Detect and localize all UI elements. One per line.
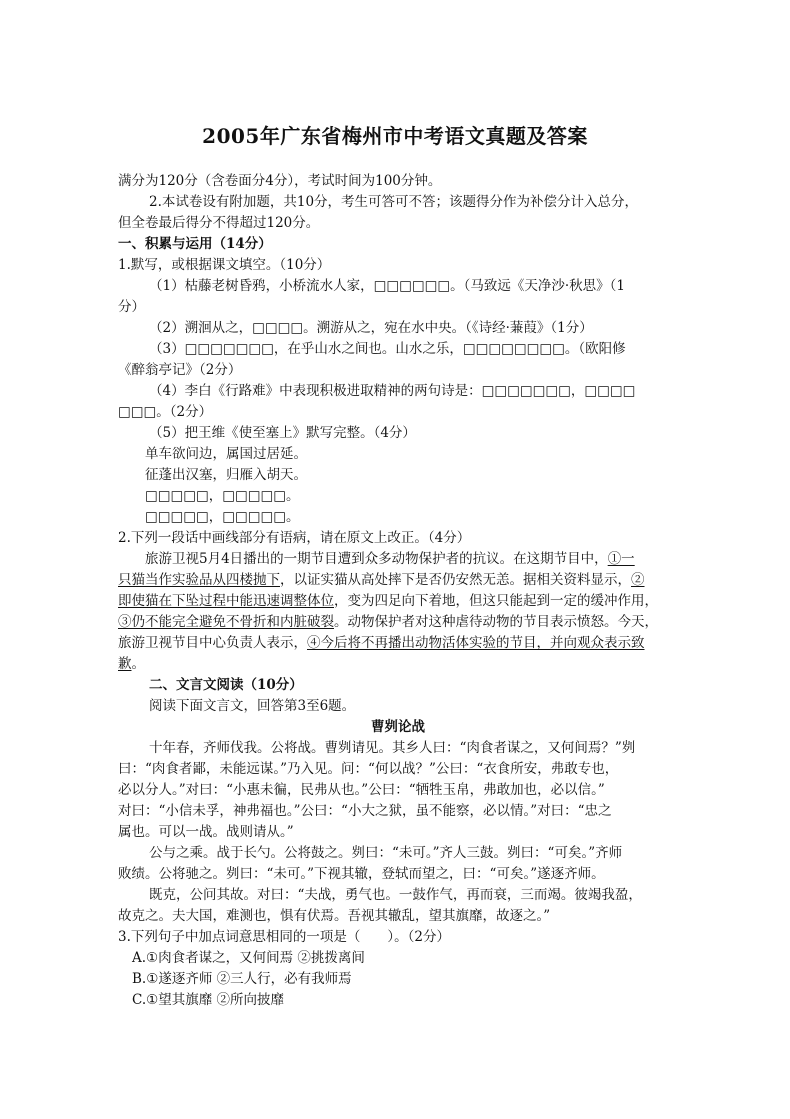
text-line: 2.本试卷设有附加题，共10分，考生可答可不答；该题得分作为补偿分计入总分，	[149, 194, 639, 210]
paragraph-line	[118, 612, 678, 633]
poem-line: 征蓬出汉塞，归雁入胡天。	[145, 467, 307, 483]
underlined-text: ①一	[607, 551, 635, 567]
paragraph-line	[118, 549, 678, 570]
text-line: （5）把王维《使至塞上》默写完整。（4分）	[149, 425, 416, 441]
passage-line: 公与之乘。战于长勺。公将鼓之。刿曰：“未可。”齐人三鼓。刿曰：“可矣。”齐师	[149, 845, 623, 861]
page-title: 2005年广东省梅州市中考语文真题及答案	[202, 124, 588, 148]
passage-line: 败绩。公将驰之。刿曰：“未可。”下视其辙，登轼而望之，曰：“可矣。”遂逐齐师。	[118, 866, 605, 882]
passage-line: 十年春，齐师伐我。公将战。曹刿请见。其乡人曰：“肉食者谋之，又何间焉？”刿	[149, 740, 636, 756]
underlined-text: 即使猫在下坠过程中能迅速调整体位	[118, 593, 334, 609]
passage-line: 故克之。夫大国，难测也，惧有伏焉。吾视其辙乱，望其旗靡，故逐之。”	[118, 908, 551, 924]
plain-text: 。	[131, 656, 145, 672]
plain-text: 旅游卫视节目中心负责人表示，	[118, 635, 307, 651]
text-line: （3）□□□□□□□，在乎山水之间也。山水之乐，□□□□□□□□。（欧阳修	[149, 341, 626, 357]
text-line: □□□。（2分）	[118, 404, 213, 420]
option-c: C.①望其旗靡 ②所向披靡	[132, 992, 285, 1008]
paragraph-line	[118, 591, 678, 612]
underlined-text: ③仍不能完全避免不骨折和内脏破裂	[118, 614, 334, 630]
poem-line: 单车欲问边，属国过居延。	[145, 446, 307, 462]
option-b: B.①遂逐齐师 ②三人行，必有我师焉	[132, 971, 352, 987]
text-line: （2）溯洄从之，□□□□。溯游从之，宛在水中央。（《诗经·蒹葭》（1分）	[149, 320, 593, 336]
text-line: （1）枯藤老树昏鸦，小桥流水人家，□□□□□□。（马致远《天净沙·秋思》（1	[149, 278, 625, 294]
document-body	[118, 171, 678, 1011]
text-line: 分）	[118, 299, 145, 315]
underlined-text: 只猫当作实验品从四楼抛下	[118, 572, 280, 588]
question-line: 2.下列一段话中画线部分有语病，请在原文上改正。（4分）	[118, 530, 471, 546]
underlined-text: ②	[631, 572, 645, 588]
underlined-text: ④今后将不再播出动物活体实验的节目，并向观众表示致	[307, 635, 645, 651]
question-line: 1.默写，或根据课文填空。（10分）	[118, 257, 331, 273]
text-line: 《醉翁亭记》（2分）	[118, 362, 242, 378]
passage-line: 对曰：“小信未孚，神弗福也。”公曰：“小大之狱，虽不能察，必以情。”对曰：“忠之	[118, 803, 612, 819]
paragraph-line	[118, 633, 678, 654]
passage-line: 必以分人。”对曰：“小惠未徧，民弗从也。”公曰：“牺牲玉帛，弗敢加也，必以信。”	[118, 782, 605, 798]
underlined-text: 歉	[118, 656, 132, 672]
option-a: A.①肉食者谋之，又何间焉 ②挑拨离间	[132, 950, 365, 966]
question-line: 3.下列句子中加点词意思相同的一项是（ ）。（2分）	[118, 929, 450, 945]
text-line: 但全卷最后得分不得超过120分。	[118, 215, 320, 231]
section-heading: 二、文言文阅读（10分）	[149, 677, 303, 693]
plain-text: ，以证实猫从高处摔下是否仍安然无恙。据相关资料显示，	[280, 572, 631, 588]
poem-blank-line: □□□□□，□□□□□。	[145, 509, 300, 525]
text-line: 满分为120分（含卷面分4分），考试时间为100分钟。	[118, 173, 442, 189]
plain-text: 。动物保护者对这种虐待动物的节目表示愤怒。今天，	[334, 614, 658, 630]
paragraph-line	[118, 570, 678, 591]
paragraph-line	[118, 654, 678, 675]
text-line: 阅读下面文言文，回答第3至6题。	[149, 698, 356, 714]
passage-title: 曹刿论战	[371, 719, 425, 735]
passage-line: 属也。可以一战。战则请从。”	[118, 824, 294, 840]
plain-text: 旅游卫视5月4日播出的一期节目遭到众多动物保护者的抗议。在这期节目中，	[145, 551, 608, 567]
text-line: （4）李白《行路难》中表现积极进取精神的两句诗是：□□□□□□□，□□□□	[149, 383, 636, 399]
passage-line: 既克，公问其故。对曰：“夫战，勇气也。一鼓作气，再而衰，三而竭。彼竭我盈，	[149, 887, 642, 903]
passage-line: 曰：“肉食者鄙，未能远谋。”乃入见。问：“何以战？”公曰：“衣食所安，弗敢专也，	[118, 761, 619, 777]
plain-text: ，变为四足向下着地，但这只能起到一定的缓冲作用，	[334, 593, 658, 609]
section-heading: 一、积累与运用（14分）	[118, 236, 272, 252]
poem-blank-line: □□□□□，□□□□□。	[145, 488, 300, 504]
